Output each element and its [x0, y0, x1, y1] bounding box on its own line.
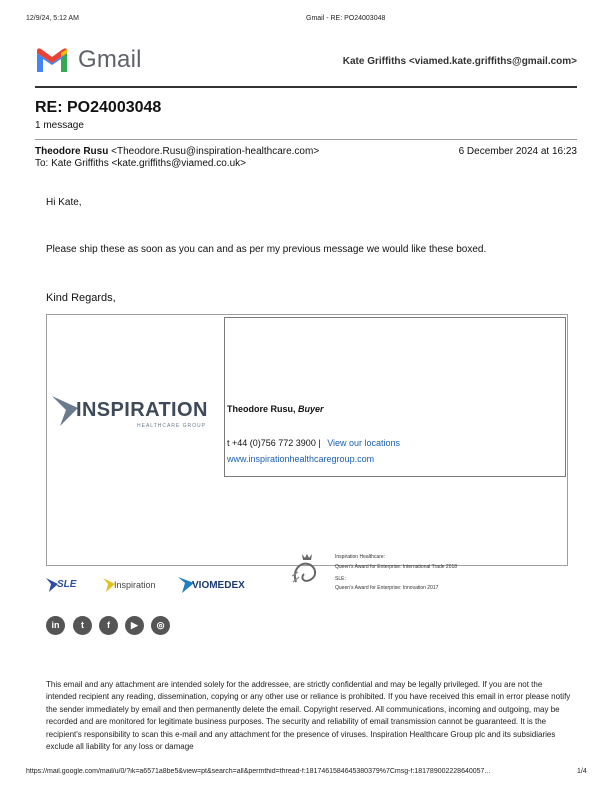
sender-name: Theodore Rusu	[35, 146, 109, 157]
message-count: 1 message	[35, 120, 84, 131]
award-2-title: SLE:	[335, 576, 346, 582]
account-email: Kate Griffiths <viamed.kate.griffiths@gmail.com>	[342, 56, 577, 67]
message-date: 6 December 2024 at 16:23	[458, 146, 577, 157]
gmail-logo-text: Gmail	[78, 46, 142, 73]
youtube-icon[interactable]: ▶	[125, 616, 144, 635]
message-sender	[35, 146, 319, 157]
message-paragraph: Please ship these as soon as you can and as per my previous message we would like these boxed.	[46, 244, 487, 255]
signature-details-cell	[224, 317, 566, 477]
inspiration-logo-word: INSPIRATION	[76, 399, 208, 421]
inspiration-brand-logo	[103, 578, 165, 596]
signature-name: Theodore Rusu,	[227, 404, 296, 414]
message-closing: Kind Regards,	[46, 292, 116, 304]
instagram-icon[interactable]: ◎	[151, 616, 170, 635]
print-url: https://mail.google.com/mail/u/0/?ik=a6571a8be5&view=pt&search=all&permthid=thread-f:1817461584645380379%7Cmsg-f:181789002228640057...	[26, 768, 491, 775]
message-greeting: Hi Kate,	[46, 197, 82, 208]
signature-title: Buyer	[298, 404, 324, 414]
viomedex-logo-text: VIOMEDEX	[192, 580, 245, 591]
award-1-title: Inspiration Healthcare:	[335, 554, 386, 560]
linkedin-icon[interactable]: in	[46, 616, 65, 635]
email-disclaimer: This email and any attachment are intended solely for the addressee, are strictly confidential and may be legally privileged. If you are not the intended recipient any reading, dissemination, copying or any other use or reliance is prohibited. If you have received this email in error please notify the sender immediately by email and then permanently delete the email. Copyright reserved. All communications, incoming and outgoing, may be recorded and are monitored for legitimate business purposes. The security and reliability of email transmission cannot be guaranteed. It is the recipient's responsibility to scan this e-mail and any attachment for the presence of viruses. Inspiration Healthcare Group plc and its subsidiaries exclude all liability for any loss or damage	[46, 680, 571, 752]
header-divider	[35, 86, 577, 88]
inspiration-logo	[52, 392, 217, 432]
award-1-text: Queen's Award for Enterprise: International Trade 2018	[335, 564, 458, 570]
sle-logo	[46, 578, 86, 594]
website-link[interactable]: www.inspirationhealthcaregroup.com	[227, 454, 375, 464]
print-page-number: 1/4	[577, 768, 587, 775]
viomedex-logo	[178, 577, 258, 595]
signature-contact-line	[227, 438, 400, 448]
inspiration-brand-text: Inspiration	[114, 580, 156, 590]
subject-divider	[35, 139, 577, 140]
sle-logo-text: SLE	[57, 579, 77, 590]
print-page-title: Gmail - RE: PO24003048	[306, 15, 386, 22]
sender-email: <Theodore.Rusu@inspiration-healthcare.com>	[111, 146, 320, 157]
queens-award-emblem-icon	[290, 552, 324, 593]
print-datetime: 12/9/24, 5:12 AM	[26, 15, 79, 22]
inspiration-logo-sub: HEALTHCARE GROUP	[137, 423, 206, 429]
message-recipient: To: Kate Griffiths <kate.griffiths@viamed.co.uk>	[35, 158, 246, 169]
award-2-text: Queen's Award for Enterprise: Innovation 2017	[335, 585, 439, 591]
facebook-icon[interactable]: f	[99, 616, 118, 635]
thread-subject: RE: PO24003048	[35, 99, 162, 116]
gmail-logo-icon	[35, 47, 69, 78]
twitter-icon[interactable]: t	[73, 616, 92, 635]
signature-phone: t +44 (0)756 772 3900 |	[227, 438, 321, 448]
view-locations-link[interactable]: View our locations	[327, 438, 401, 448]
signature-name-line	[227, 404, 324, 414]
